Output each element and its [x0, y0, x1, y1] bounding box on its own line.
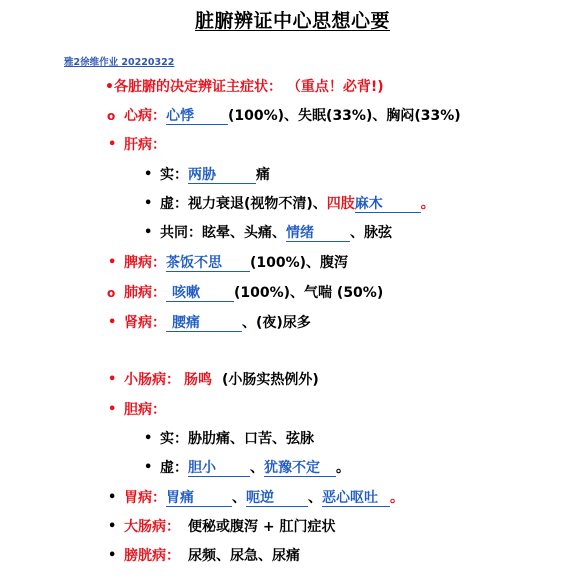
liver-common-label: 共同： [160, 225, 202, 241]
small-intestine-row [124, 371, 319, 389]
large-intestine-label: 大肠病： [124, 519, 180, 535]
liver-common-answer: 情绪 [286, 226, 350, 242]
lung-label: 肺病： [124, 285, 166, 301]
sub-bullet: • [144, 431, 153, 446]
bullet-dot: • [108, 372, 117, 387]
bladder-text: 尿频、尿急、尿痛 [188, 548, 300, 564]
kidney-rest: 、(夜)尿多 [242, 315, 311, 331]
stomach-label: 胃病： [124, 490, 166, 506]
gallbladder-xu-sep: 、 [250, 460, 264, 476]
liver-common-rest: 、脉弦 [350, 225, 392, 241]
section-heading: •各脏腑的决定辨证主症状： （重点！必背!) [105, 79, 384, 95]
sub-bullet: • [144, 225, 153, 240]
gallbladder-xu-answer1: 胆小 [188, 461, 250, 477]
page-title: 脏腑辨证中心思想心要 [194, 10, 390, 32]
gallbladder-xu-row [160, 459, 350, 477]
bullet-dot: • [108, 255, 117, 270]
stomach-sep2: 、 [308, 490, 322, 506]
liver-common-text: 眩晕、头痛、 [202, 225, 286, 241]
kidney-row [124, 314, 311, 332]
spleen-label: 脾病： [124, 255, 166, 271]
gallbladder-xu-label: 虚： [160, 460, 188, 476]
spleen-row [124, 254, 348, 272]
kidney-answer: 腰痛 [166, 316, 242, 332]
small-intestine-answer: 肠鸣 [184, 372, 212, 388]
large-intestine-row [124, 518, 335, 536]
bullet-dot: • [108, 490, 117, 505]
heart-rest: (100%)、失眠(33%)、胸闷(33%) [228, 108, 461, 124]
gallbladder-label: 胆病： [124, 402, 166, 418]
gallbladder-xu-answer2: 犹豫不定 [264, 461, 336, 477]
liver-xu-answer: 麻木 [355, 197, 421, 213]
lung-answer: 咳嗽 [166, 286, 234, 302]
bladder-row [124, 547, 300, 565]
lung-row [124, 284, 383, 302]
heart-row [124, 107, 461, 125]
ring-bullet: o [107, 286, 116, 300]
liver-shi-rest: 痛 [256, 167, 270, 183]
large-intestine-text: 便秘或腹泻 + 肛门症状 [188, 519, 336, 535]
bullet-dot: • [108, 315, 117, 330]
sub-bullet: • [144, 167, 153, 182]
gallbladder-shi-row [160, 430, 314, 448]
small-intestine-rest: (小肠实热例外) [222, 372, 319, 388]
liver-xu-red: 四肢 [326, 196, 355, 212]
sub-bullet: • [144, 460, 153, 475]
liver-common-row [160, 224, 392, 242]
heart-label: 心病： [124, 108, 166, 124]
bullet-dot: • [108, 402, 117, 417]
liver-shi-row [160, 166, 270, 184]
stomach-sep1: 、 [232, 490, 246, 506]
liver-shi-answer: 两胁 [188, 168, 256, 184]
stomach-answer3: 恶心呕吐 [322, 491, 390, 507]
liver-label: 肝病： [124, 137, 166, 153]
liver-xu-end: 。 [420, 196, 435, 212]
heart-answer: 心悸 [166, 109, 228, 125]
gallbladder-shi-label: 实： [160, 431, 188, 447]
liver-xu-text: 视力衰退(视物不清)、 [188, 196, 327, 212]
sub-bullet: • [144, 196, 153, 211]
ring-bullet: o [107, 109, 116, 123]
gallbladder-shi-text: 胁肋痛、口苦、弦脉 [188, 431, 314, 447]
stomach-answer2: 呃逆 [246, 491, 308, 507]
bullet-dot: • [108, 548, 117, 563]
author-line: 雅2徐维作业 20220322 [64, 57, 175, 68]
liver-xu-row [160, 195, 435, 213]
stomach-answer1: 胃痛 [166, 491, 232, 507]
liver-shi-label: 实： [160, 167, 188, 183]
bullet-dot: • [108, 137, 117, 152]
bladder-label: 膀胱病： [124, 548, 180, 564]
small-intestine-label: 小肠病： [124, 372, 180, 388]
bullet-dot: • [108, 519, 117, 534]
kidney-label: 肾病： [124, 315, 166, 331]
stomach-end: 。 [390, 490, 404, 506]
spleen-rest: (100%)、腹泻 [250, 255, 349, 271]
spleen-answer: 茶饭不思 [166, 256, 250, 272]
gallbladder-xu-end: 。 [336, 460, 350, 476]
stomach-row [124, 489, 404, 507]
liver-xu-label: 虚： [160, 196, 188, 212]
lung-rest: (100%)、气喘 (50%) [234, 285, 384, 301]
